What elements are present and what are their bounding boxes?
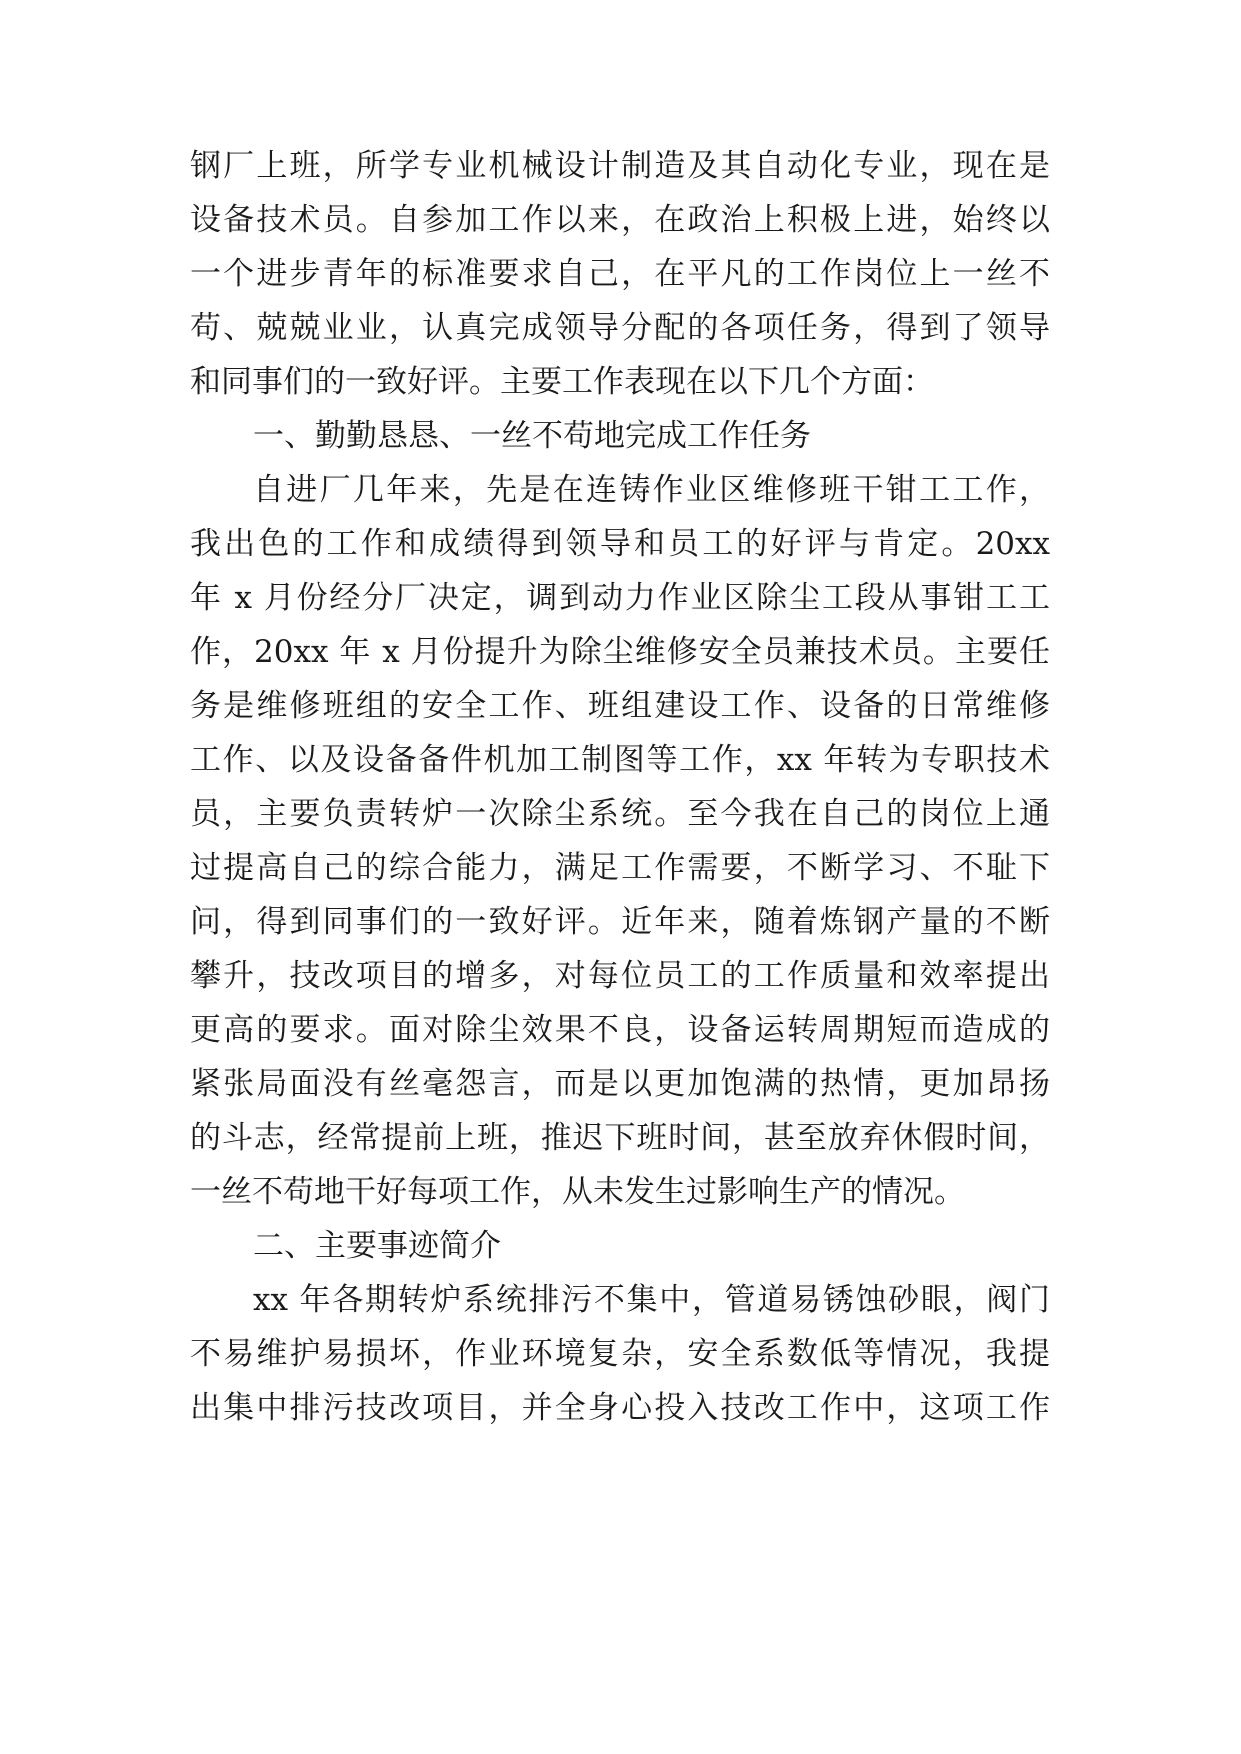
body-text-line: 员，主要负责转炉一次除尘系统。至今我在自己的岗位上通 — [190, 796, 1050, 832]
body-text-line: 我出色的工作和成绩得到领导和员工的好评与肯定。20xx — [190, 526, 1050, 562]
body-text-line: 年 x 月份经分厂决定，调到动力作业区除尘工段从事钳工工 — [190, 580, 1050, 616]
section-heading: 一、勤勤恳恳、一丝不苟地完成工作任务 — [253, 418, 811, 454]
body-text-line: 设备技术员。自参加工作以来，在政治上积极上进，始终以 — [190, 202, 1050, 238]
body-text-line: 攀升，技改项目的增多，对每位员工的工作质量和效率提出 — [190, 958, 1050, 994]
body-text-line: 紧张局面没有丝毫怨言，而是以更加饱满的热情，更加昂扬 — [190, 1066, 1050, 1102]
body-text-line: 更高的要求。面对除尘效果不良，设备运转周期短而造成的 — [190, 1012, 1050, 1048]
body-text-line: 问，得到同事们的一致好评。近年来，随着炼钢产量的不断 — [190, 904, 1050, 940]
body-text-line: 过提高自己的综合能力，满足工作需要，不断学习、不耻下 — [190, 850, 1050, 886]
body-text-line: 自进厂几年来，先是在连铸作业区维修班干钳工工作， — [253, 472, 1050, 508]
body-text-line: 一个进步青年的标准要求自己，在平凡的工作岗位上一丝不 — [190, 256, 1050, 292]
section-heading: 二、主要事迹简介 — [253, 1228, 501, 1264]
body-text-line: 苟、兢兢业业，认真完成领导分配的各项任务，得到了领导 — [190, 310, 1050, 346]
body-text-line: 出集中排污技改项目，并全身心投入技改工作中，这项工作 — [190, 1390, 1050, 1426]
body-text-line: 钢厂上班，所学专业机械设计制造及其自动化专业，现在是 — [190, 148, 1050, 184]
body-text-line: xx 年各期转炉系统排污不集中，管道易锈蚀砂眼，阀门 — [253, 1282, 1050, 1318]
body-text-line: 不易维护易损坏，作业环境复杂，安全系数低等情况，我提 — [190, 1336, 1050, 1372]
body-text-line: 作，20xx 年 x 月份提升为除尘维修安全员兼技术员。主要任 — [190, 634, 1050, 670]
body-text-line: 的斗志，经常提前上班，推迟下班时间，甚至放弃休假时间， — [190, 1120, 1050, 1156]
body-text-line: 工作、以及设备备件机加工制图等工作，xx 年转为专职技术 — [190, 742, 1050, 778]
body-text-line: 一丝不苟地干好每项工作，从未发生过影响生产的情况。 — [190, 1174, 965, 1210]
body-text-line: 和同事们的一致好评。主要工作表现在以下几个方面： — [190, 364, 934, 400]
body-text-line: 务是维修班组的安全工作、班组建设工作、设备的日常维修 — [190, 688, 1050, 724]
